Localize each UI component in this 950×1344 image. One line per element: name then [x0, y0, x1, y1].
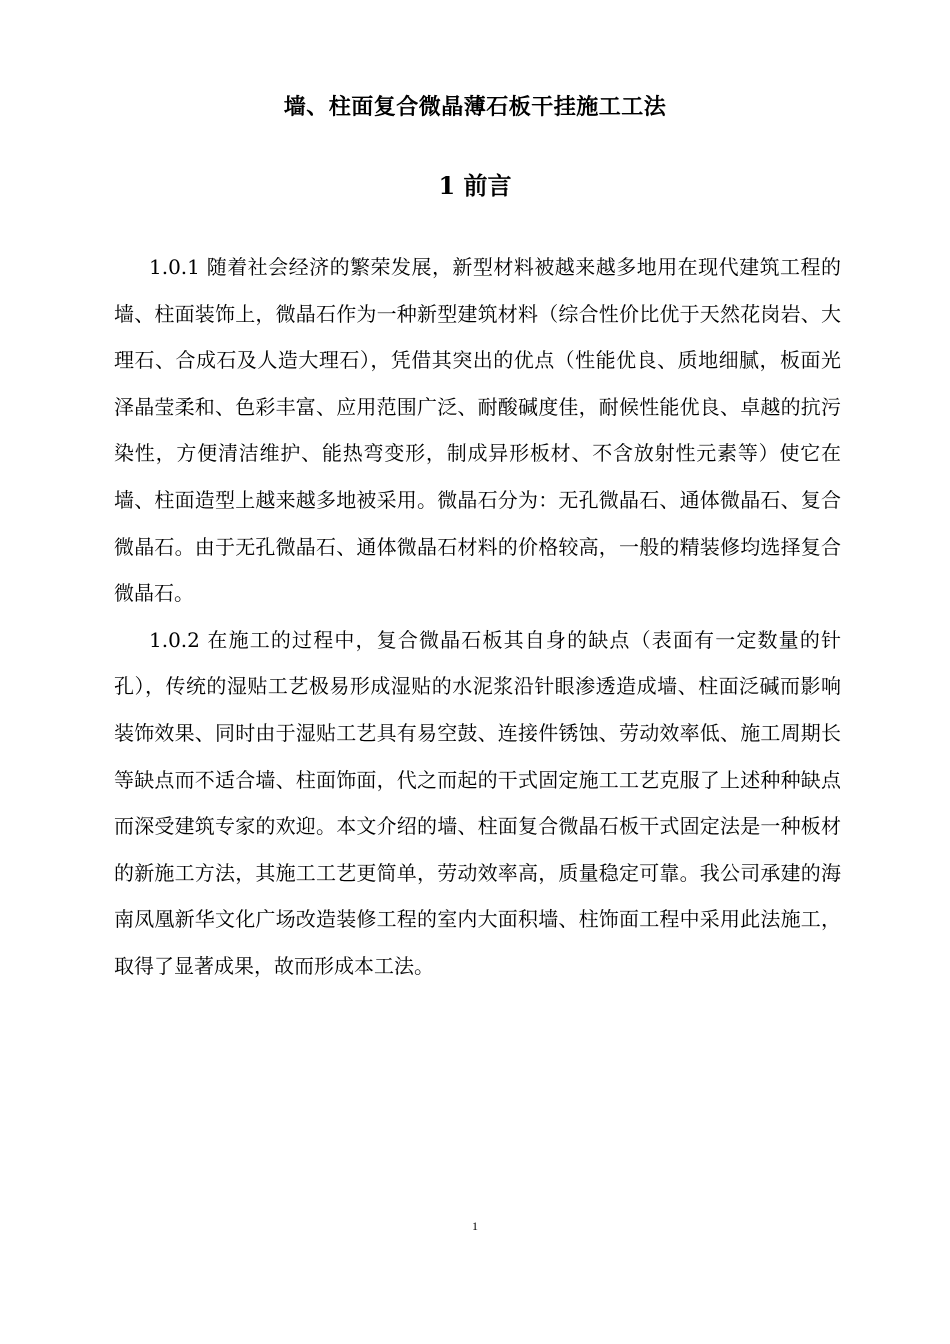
paragraph-1-0-2: 1.0.2 在施工的过程中，复合微晶石板其自身的缺点（表面有一定数量的针孔），传统的湿贴工艺极易形成湿贴的水泥浆沿针眼渗透造成墙、柱面泛碱而影响装饰效果、同时由于湿贴工艺具有易空鼓、连接件锈蚀、劳动效率低、施工周期长等缺点而不适合墙、柱面饰面，代之而起的干式固定施工工艺克服了上述种种缺点而深受建筑专家的欢迎。本文介绍的墙、柱面复合微晶石板干式固定法是一种板材的新施工方法，其施工工艺更简单，劳动效率高，质量稳定可靠。我公司承建的海南凤凰新华文化广场改造装修工程的室内大面积墙、柱饰面工程中采用此法施工，取得了显著成果，故而形成本工法。	[114, 627, 841, 978]
document-title: 墙、柱面复合微晶薄石板干挂施工工法	[283, 94, 667, 120]
page-number: 1	[472, 1219, 478, 1233]
body-text	[114, 244, 841, 990]
paragraph-1-0-1: 1.0.1 随着社会经济的繁荣发展，新型材料被越来越多地用在现代建筑工程的墙、柱面装饰上，微晶石作为一种新型建筑材料（综合性价比优于天然花岗岩、大理石、合成石及人造大理石），凭借其突出的优点（性能优良、质地细腻，板面光泽晶莹柔和、色彩丰富、应用范围广泛、耐酸碱度佳，耐候性能优良、卓越的抗污染性，方便清洁维护、能热弯变形，制成异形板材、不含放射性元素等）使它在墙、柱面造型上越来越多地被采用。微晶石分为：无孔微晶石、通体微晶石、复合微晶石。由于无孔微晶石、通体微晶石材料的价格较高，一般的精装修均选择复合微晶石。	[114, 255, 841, 606]
section-heading: 1 前言	[438, 171, 512, 200]
